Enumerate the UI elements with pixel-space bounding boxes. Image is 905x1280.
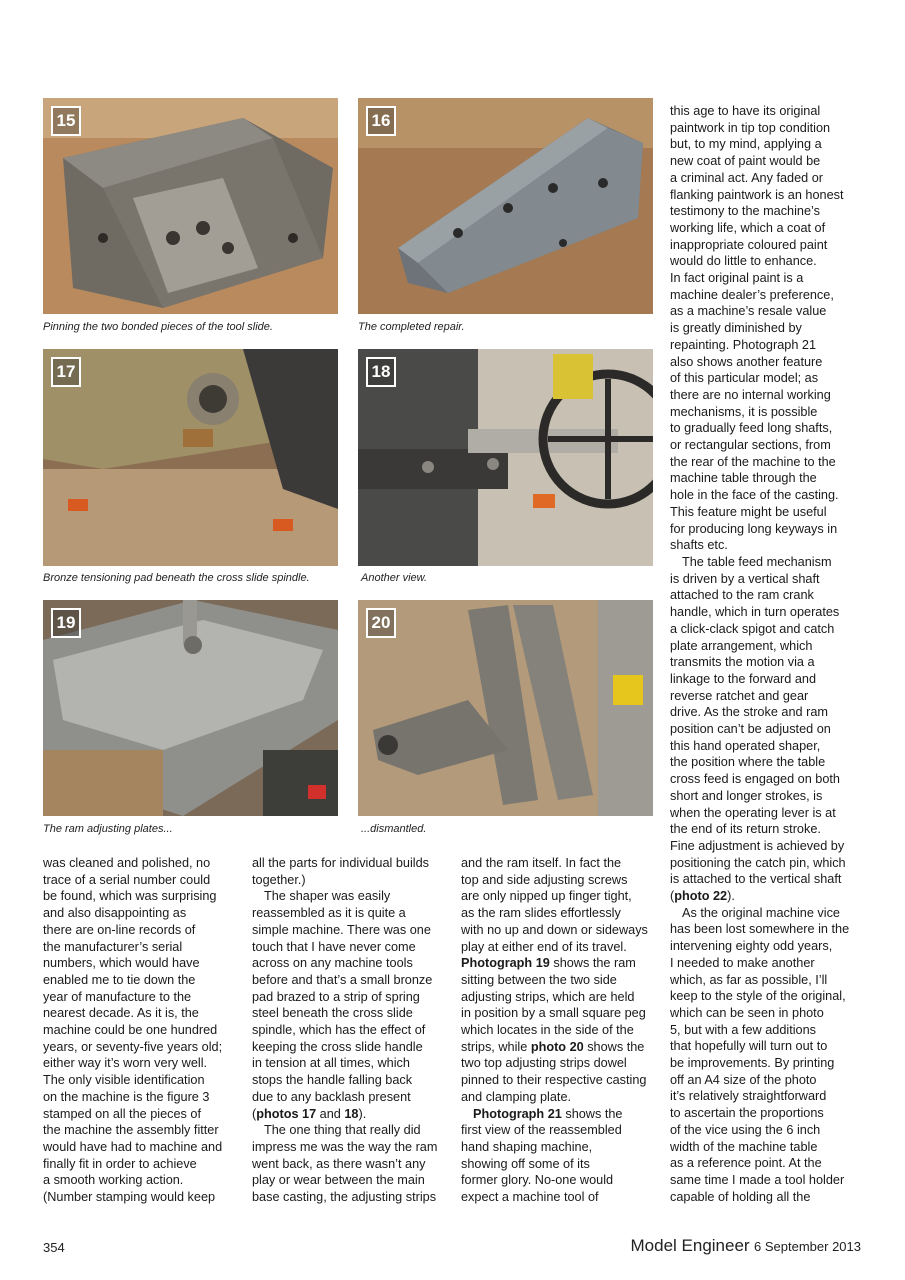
photo-15-caption: Pinning the two bonded pieces of the tool slide.: [43, 321, 273, 333]
photo-number-badge: 19: [51, 608, 81, 638]
photo-number-badge: 16: [366, 106, 396, 136]
photo-reference-line: (photos 17 and 18).: [252, 1106, 367, 1121]
text-line: also shows another feature: [670, 354, 823, 369]
photo-19-caption: The ram adjusting plates...: [43, 823, 173, 835]
text-line: which, as far as possible, I’ll: [670, 972, 828, 987]
text-line: it’s relatively straightforward: [670, 1089, 827, 1104]
text-line: machine table through the: [670, 471, 817, 486]
photo-20-image: [358, 600, 653, 816]
text-line: intervening eighty odd years,: [670, 939, 833, 954]
text-line: mechanisms, it is possible: [670, 404, 818, 419]
text-line: adjusting strips, which are held: [461, 989, 635, 1004]
text-line: years, or seventy-five years old;: [43, 1039, 223, 1054]
text-line: impress me was the way the ram: [252, 1139, 438, 1154]
text-line: numbers, which would have: [43, 956, 200, 971]
text-line: stamped on all the pieces of: [43, 1106, 201, 1121]
text-line: reassembled as it is quite a: [252, 906, 406, 921]
text-line: as a machine’s resale value: [670, 304, 827, 319]
photo-17-image: [43, 349, 338, 566]
text-line: the rear of the machine to the: [670, 454, 836, 469]
text-line: steel beneath the cross slide: [252, 1006, 413, 1021]
text-line: finally fit in order to achieve: [43, 1156, 197, 1171]
text-line: keeping the cross slide handle: [252, 1039, 423, 1054]
text-line: and also disappointing as: [43, 906, 187, 921]
text-line: year of manufacture to the: [43, 989, 192, 1004]
text-line: the end of its return stroke.: [670, 822, 821, 837]
text-line: or rectangular sections, from: [670, 438, 831, 453]
text-line: short and longer strokes, is: [670, 788, 823, 803]
text-line: Fine adjustment is achieved by: [670, 838, 845, 853]
text-line: In fact original paint is a: [670, 271, 804, 286]
photo-number-badge: 18: [366, 357, 396, 387]
text-line: this age to have its original: [670, 104, 821, 118]
text-line: which locates in the side of the: [461, 1023, 634, 1038]
photo-18-image: [358, 349, 653, 566]
text-line: machine could be one hundred: [43, 1023, 218, 1038]
text-line: there are on-line records of: [43, 922, 196, 937]
text-line: inappropriate coloured paint: [670, 237, 828, 252]
text-line: has been lost somewhere in the: [670, 922, 850, 937]
text-line: handle, which in turn operates: [670, 605, 840, 620]
text-line: new coat of paint would be: [670, 154, 821, 169]
text-line: capable of holding all the: [670, 1189, 811, 1204]
text-line: hand shaping machine,: [461, 1139, 593, 1154]
text-line: there are no internal working: [670, 387, 831, 402]
text-line: be improvements. By printing: [670, 1056, 835, 1071]
text-line: of the vice using the 6 inch: [670, 1122, 821, 1137]
text-line: a criminal act. Any faded or: [670, 170, 824, 185]
text-line: play at either end of its travel.: [461, 939, 627, 954]
text-line: The table feed mechanism: [682, 554, 832, 569]
text-line: to ascertain the proportions: [670, 1106, 824, 1121]
text-line: all the parts for individual builds: [252, 856, 430, 870]
photo-number-badge: 20: [366, 608, 396, 638]
text-column-3: [461, 855, 656, 1206]
text-line: I needed to make another: [670, 955, 815, 970]
text-line: The only visible identification: [43, 1073, 205, 1088]
text-line: width of the machine table: [670, 1139, 818, 1154]
text-line: is attached to the vertical shaft: [670, 872, 842, 887]
text-line: the position where the table: [670, 755, 826, 770]
photo-20-caption: ...dismantled.: [361, 823, 427, 835]
text-line: the manufacturer’s serial: [43, 939, 183, 954]
text-line: The shaper was easily: [264, 889, 391, 904]
text-line: (Number stamping would keep: [43, 1190, 216, 1205]
text-line: are only nipped up finger tight,: [461, 889, 632, 904]
text-line: the machine the assembly fitter: [43, 1123, 219, 1138]
text-line: position can’t be adjusted on: [670, 722, 831, 737]
text-line: sitting between the two side: [461, 972, 617, 987]
text-line: but, to my mind, applying a: [670, 137, 822, 152]
text-line: top and side adjusting screws: [461, 872, 628, 887]
text-line: The one thing that really did: [264, 1123, 421, 1138]
text-line: when the operating lever is at: [670, 805, 836, 820]
photo-ref: Photograph 21: [473, 1106, 562, 1121]
text-line: that hopefully will turn out to: [670, 1039, 828, 1054]
text-line: either way it’s worn very well.: [43, 1056, 208, 1071]
text-line: across on any machine tools: [252, 956, 413, 971]
text-line: pad brazed to a strip of spring: [252, 989, 420, 1004]
text-line: This feature might be useful: [670, 504, 827, 519]
text-line: as a reference point. At the: [670, 1156, 822, 1171]
text-line: keep to the style of the original,: [670, 989, 846, 1004]
photo-16-caption: The completed repair.: [358, 321, 465, 333]
text-line: stops the handle falling back: [252, 1073, 413, 1088]
photo-reference-line: (photo 22).: [670, 889, 735, 904]
photo-18-caption: Another view.: [361, 572, 428, 584]
magazine-footer: [631, 1236, 862, 1256]
text-column-4: [670, 103, 875, 1205]
text-line: and the ram itself. In fact the: [461, 856, 622, 870]
text-line: cross feed is engaged on both: [670, 772, 840, 787]
text-line: attached to the ram crank: [670, 588, 814, 603]
text-line: play or wear between the main: [252, 1173, 425, 1188]
photo-15-image: [43, 98, 338, 314]
text-line: plate arrangement, which: [670, 638, 813, 653]
photo-reference-line: Photograph 19 shows the ram: [461, 956, 636, 971]
text-line: off an A4 size of the photo: [670, 1072, 817, 1087]
text-line: in tension at all times, which: [252, 1056, 410, 1071]
text-line: would have had to machine and: [43, 1139, 223, 1154]
text-line: was cleaned and polished, no: [43, 856, 211, 870]
photo-reference-line: strips, while photo 20 shows the: [461, 1039, 645, 1054]
text-line: touch that I have never come: [252, 939, 416, 954]
text-line: nearest decade. As it is, the: [43, 1006, 199, 1021]
text-line: 5, but with a few additions: [670, 1022, 816, 1037]
photo-15: [43, 98, 338, 314]
text-line: a smooth working action.: [43, 1173, 184, 1188]
text-line: same time I made a tool holder: [670, 1173, 845, 1187]
photo-ref: 18: [344, 1106, 359, 1121]
text-line: working life, which a coat of: [670, 220, 826, 235]
text-line: two top adjusting strips dowel: [461, 1056, 627, 1071]
photo-reference-line: Photograph 21 shows the: [473, 1106, 623, 1121]
text-line: of this particular model; as: [670, 371, 819, 386]
text-line: due to any backlash present: [252, 1089, 411, 1104]
issue-date: 6 September 2013: [754, 1239, 861, 1254]
photo-ref: Photograph 19: [461, 956, 550, 971]
text-line: which can be seen in photo: [670, 1005, 824, 1020]
text-line: went back, as there wasn’t any: [252, 1156, 426, 1171]
text-line: first view of the reassembled: [461, 1123, 622, 1138]
photo-ref: photo 20: [530, 1039, 584, 1054]
photo-20: [358, 600, 653, 816]
text-line: to gradually feed long shafts,: [670, 421, 833, 436]
text-line: shafts etc.: [670, 538, 728, 553]
text-line: enabled me to tie down the: [43, 972, 196, 987]
text-line: in position by a small square peg: [461, 1006, 646, 1021]
magazine-title: Model Engineer: [630, 1236, 750, 1255]
photo-ref: photo 22: [674, 889, 728, 904]
text-line: and clamping plate.: [461, 1089, 572, 1104]
text-line: together.): [252, 872, 306, 887]
text-line: machine dealer’s preference,: [670, 287, 834, 302]
text-line: linkage to the forward and: [670, 671, 816, 686]
text-line: As the original machine vice: [682, 905, 840, 920]
photo-16-image: [358, 98, 653, 314]
text-line: before and that’s a small bronze: [252, 972, 433, 987]
text-line: pinned to their respective casting: [461, 1073, 647, 1088]
text-column-1: [43, 855, 238, 1206]
text-line: flanking paintwork is an honest: [670, 187, 844, 202]
photo-17: [43, 349, 338, 566]
text-line: is driven by a vertical shaft: [670, 571, 820, 586]
text-line: be found, which was surprising: [43, 889, 217, 904]
text-column-2: [252, 855, 447, 1206]
text-line: reverse ratchet and gear: [670, 688, 809, 703]
text-line: hole in the face of the casting.: [670, 488, 839, 503]
text-line: with no up and down or sideways: [461, 922, 648, 937]
text-line: expect a machine tool of: [461, 1190, 599, 1205]
text-line: a click-clack spigot and catch: [670, 621, 835, 636]
text-line: would do little to enhance.: [670, 254, 817, 269]
photo-18: [358, 349, 653, 566]
photo-16: [358, 98, 653, 314]
text-line: as the ram slides effortlessly: [461, 906, 621, 921]
text-line: for producing long keyways in: [670, 521, 838, 536]
text-line: showing off some of its: [461, 1156, 590, 1171]
text-line: is greatly diminished by: [670, 321, 802, 336]
text-line: trace of a serial number could: [43, 872, 211, 887]
text-line: base casting, the adjusting strips: [252, 1190, 437, 1205]
photo-19-image: [43, 600, 338, 816]
text-line: testimony to the machine’s: [670, 204, 820, 219]
text-line: transmits the motion via a: [670, 655, 815, 670]
text-line: repainting. Photograph 21: [670, 337, 817, 352]
text-line: spindle, which has the effect of: [252, 1023, 426, 1038]
text-line: positioning the catch pin, which: [670, 855, 846, 870]
text-line: this hand operated shaper,: [670, 738, 821, 753]
photo-19: [43, 600, 338, 816]
photo-number-badge: 17: [51, 357, 81, 387]
photo-ref: photos 17: [256, 1106, 317, 1121]
text-line: drive. As the stroke and ram: [670, 705, 828, 720]
text-line: paintwork in tip top condition: [670, 120, 831, 135]
text-line: simple machine. There was one: [252, 922, 431, 937]
text-line: on the machine is the figure 3: [43, 1089, 210, 1104]
photo-number-badge: 15: [51, 106, 81, 136]
text-line: former glory. No-one would: [461, 1173, 614, 1188]
page-number: 354: [43, 1240, 65, 1255]
photo-17-caption: Bronze tensioning pad beneath the cross slide spindle.: [43, 572, 310, 584]
